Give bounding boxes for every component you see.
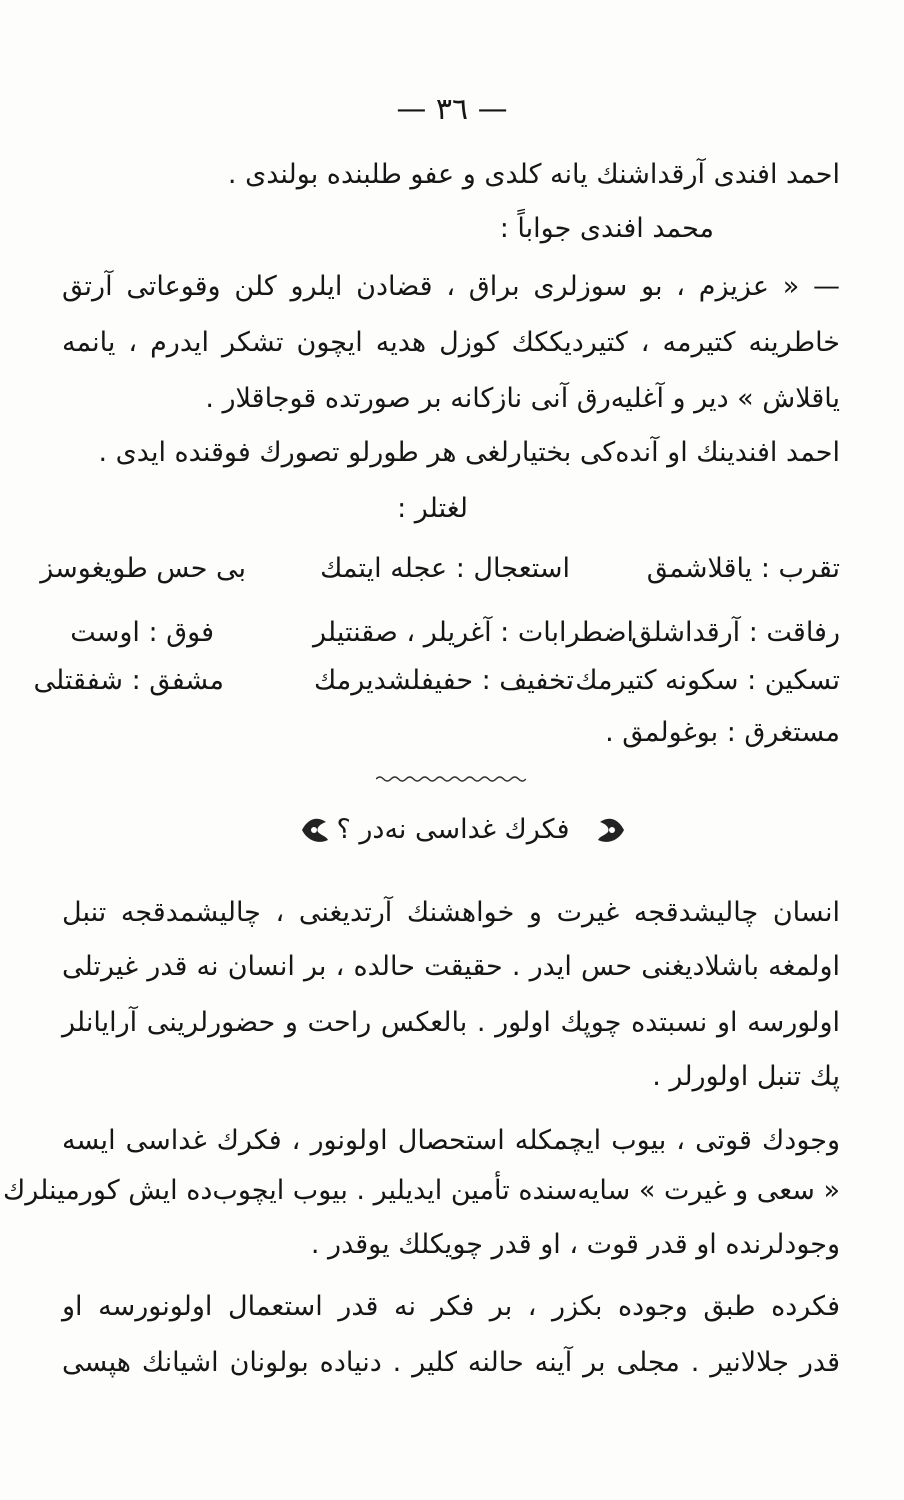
text-line: فكرده طبق وجوده بكزر ، بر فكر نه قدر استعمال اولونورسه او [62,1291,840,1322]
text-line: انسان چالیشدقجه غیرت و خواهشنك آرتدیغنی ، چالیشمدقجه تنبل [62,897,840,928]
section-heading: فكرك غداسی نه‌در ؟ [336,814,570,845]
text-line: وجودلرنده او قدر قوت ، او قدر چویكلك یوقدر . [310,1229,840,1260]
ornament-icon [596,810,626,850]
vocab-item: استعجال : عجله ایتمك [320,553,570,584]
text-line: قدر جلالانیر . مجلی بر آینه حالنه كلیر . دنیاده بولونان اشیانك هپسی [62,1347,840,1378]
text-line: اولورسه او نسبتده چوپك اولور . بالعكس راحت و حضورلرینی آرایانلر [62,1007,840,1038]
vocab-item: اضطرابات : آغریلر ، صقنتیلر [312,617,634,648]
text-line: یاقلاش » دیر و آغلیه‌رق آنی نازكانه بر صورتده قوجاقلار . [205,383,840,414]
text-line: احمد افندی آرقداشنك یانه كلدی و عفو طلبنده بولندی . [227,159,840,190]
vocab-item: تقرب : یاقلاشمق [646,553,840,584]
vocab-item: تخفیف : حفیفلشدیرمك [314,665,574,696]
vocab-item: تسكین : سكونه كتیرمك [575,665,840,696]
vocab-item: بی حس طویغوسز [40,553,246,584]
text-line: احمد افندینك او آنده‌كی بختیارلغی هر طورلو تصورك فوقنده ایدی . [98,437,840,468]
vocab-item: مستغرق : بوغولمق . [605,717,840,748]
page-number: — ٣٦ — [396,92,508,127]
text-line: وجودك قوتی ، بیوب ایچمكله استحصال اولونور ، فكرك غداسی ایسه [62,1125,840,1156]
text-line: خاطرینه كتیرمه ، كتیردیككك كوزل هدیه ایچون تشكر ایدرم ، یانمه [62,327,840,358]
text-line: « سعی و غیرت » سایه‌سنده تأمین ایدیلیر . بیوب ایچوب‌ده ایش كورمینلرك [2,1175,840,1206]
vocab-item: فوق : اوست [70,617,214,648]
text-line: اولمغه باشلادیغنی حس ایدر . حقیقت حالده ، بر انسان نه قدر غیرتلی [62,951,840,982]
vocab-item: مشفق : شفقتلی [33,665,224,696]
text-line: محمد افندی جواباً : [499,213,714,244]
vocabulary-title: لغتلر : [397,493,468,524]
wavy-divider [376,775,526,783]
text-line: — « عزیزم ، بو سوزلری براق ، قضادن ایلرو كلن وقوعاتی آرتق [62,271,840,302]
vocab-item: رفاقت : آرقداشلق [630,617,840,648]
ornament-icon [300,810,330,850]
text-line: پك تنبل اولورلر . [652,1061,840,1092]
